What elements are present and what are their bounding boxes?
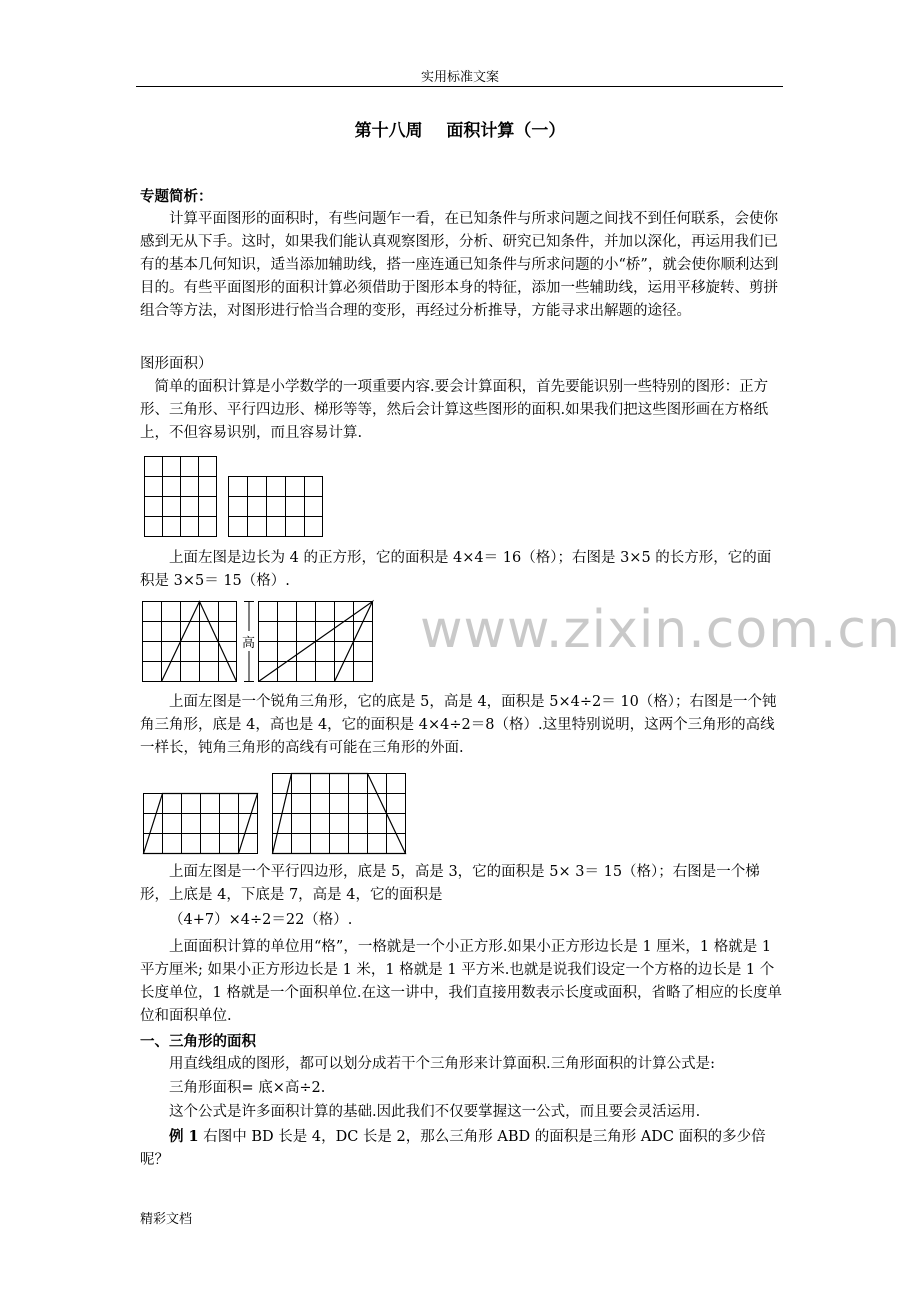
trapezoid-formula: （4+7）×4÷2＝22（格）.: [169, 912, 353, 928]
square-paragraph: 上面左图是边长为 4 的正方形，它的面积是 4×4＝ 16（格）；右图是 3×5 的长方形，它的面积是 3×5＝ 15（格）.: [140, 550, 772, 589]
figure-acute-triangle-grid: [142, 601, 242, 683]
intro-heading: 专题简析：: [140, 188, 213, 205]
intro-paragraph: 计算平面图形的面积时，有些问题乍一看，在已知条件与所求问题之间找不到任何联系，会使你感到无从下手。这时，如果我们能认真观察图形，分析、研究已知条件，并加以深化，再运用我们已有的基本几何知识，适当添加辅助线，搭一座连通已知条件与所求问题的小“桥”，就会使你顺利达到目的。有些平面图形的面积计算必须借助于图形本身的特征，添加一些辅助线，运用平移旋转、剪拼组合等方法，对图形进行恰当合理的变形，再经过分析推导，方能寻求出解题的途径。: [140, 211, 779, 319]
figure-trapezoid-grid: [272, 773, 408, 855]
height-label: 高: [242, 632, 255, 651]
figure-square-grid: [144, 456, 218, 538]
header-rule: [136, 86, 783, 87]
basic-heading: 图形面积）: [140, 356, 213, 372]
section-triangle-heading: 一、三角形的面积: [140, 1033, 256, 1050]
triangle-formula-intro: 用直线组成的图形，都可以划分成若干个三角形来计算面积.三角形面积的计算公式是:: [169, 1056, 715, 1072]
unit-paragraph: 上面面积计算的单位用“格”，一格就是一个小正方形.如果小正方形边长是 1 厘米，1 格就是 1 平方厘米; 如果小正方形边长是 1 米，1 格就是 1 平方米.也就是说我们设定一个方格的边长是 1 个长度单位，1 格就是一个面积单位.在这一讲中，我们直接用数表示长度或面积，省略了相应的长度单位和面积单位.: [140, 939, 782, 1024]
example-1: [140, 1125, 785, 1172]
figure-parallelogram-grid: [143, 793, 259, 855]
figure-rectangle-grid: [228, 476, 324, 538]
watermark: www.zixin.com.cn: [420, 600, 901, 660]
basic-paragraph: 简单的面积计算是小学数学的一项重要内容.要会计算面积，首先要能识别一些特别的图形：正方形、三角形、平行四边形、梯形等等，然后会计算这些图形的面积.如果我们把这些图形画在方格纸上，不但容易识别，而且容易计算.: [140, 379, 769, 441]
example-1-label: 例 1: [169, 1128, 199, 1145]
page-footer: 精彩文档: [140, 1212, 193, 1227]
formula-importance: 这个公式是许多面积计算的基础.因此我们不仅要掌握这一公式，而且要会灵活运用.: [169, 1104, 701, 1120]
parallelogram-paragraph: 上面左图是一个平行四边形，底是 5，高是 3，它的面积是 5× 3＝ 15（格）；右图是一个梯形，上底是 4，下底是 7，高是 4，它的面积是: [140, 864, 760, 903]
page-title: 第十八周 面积计算（一）: [354, 121, 566, 141]
figure-obtuse-triangle-grid: [258, 601, 374, 683]
example-1-text: 右图中 BD 长是 4，DC 长是 2，那么三角形 ABD 的面积是三角形 ADC 面积的多少倍呢？: [140, 1129, 766, 1168]
triangle-formula: 三角形面积= 底×高÷2.: [169, 1080, 326, 1096]
triangle-paragraph: 上面左图是一个锐角三角形，它的底是 5，高是 4，面积是 5×4÷2＝ 10（格）；右图是一个钝角三角形，底是 4，高也是 4，它的面积是 4×4÷2＝8（格）.这里特别说明，这两个三角形的高线一样长，钝角三角形的高线有可能在三角形的外面.: [140, 694, 777, 756]
page-header: 实用标准文案: [420, 70, 499, 85]
